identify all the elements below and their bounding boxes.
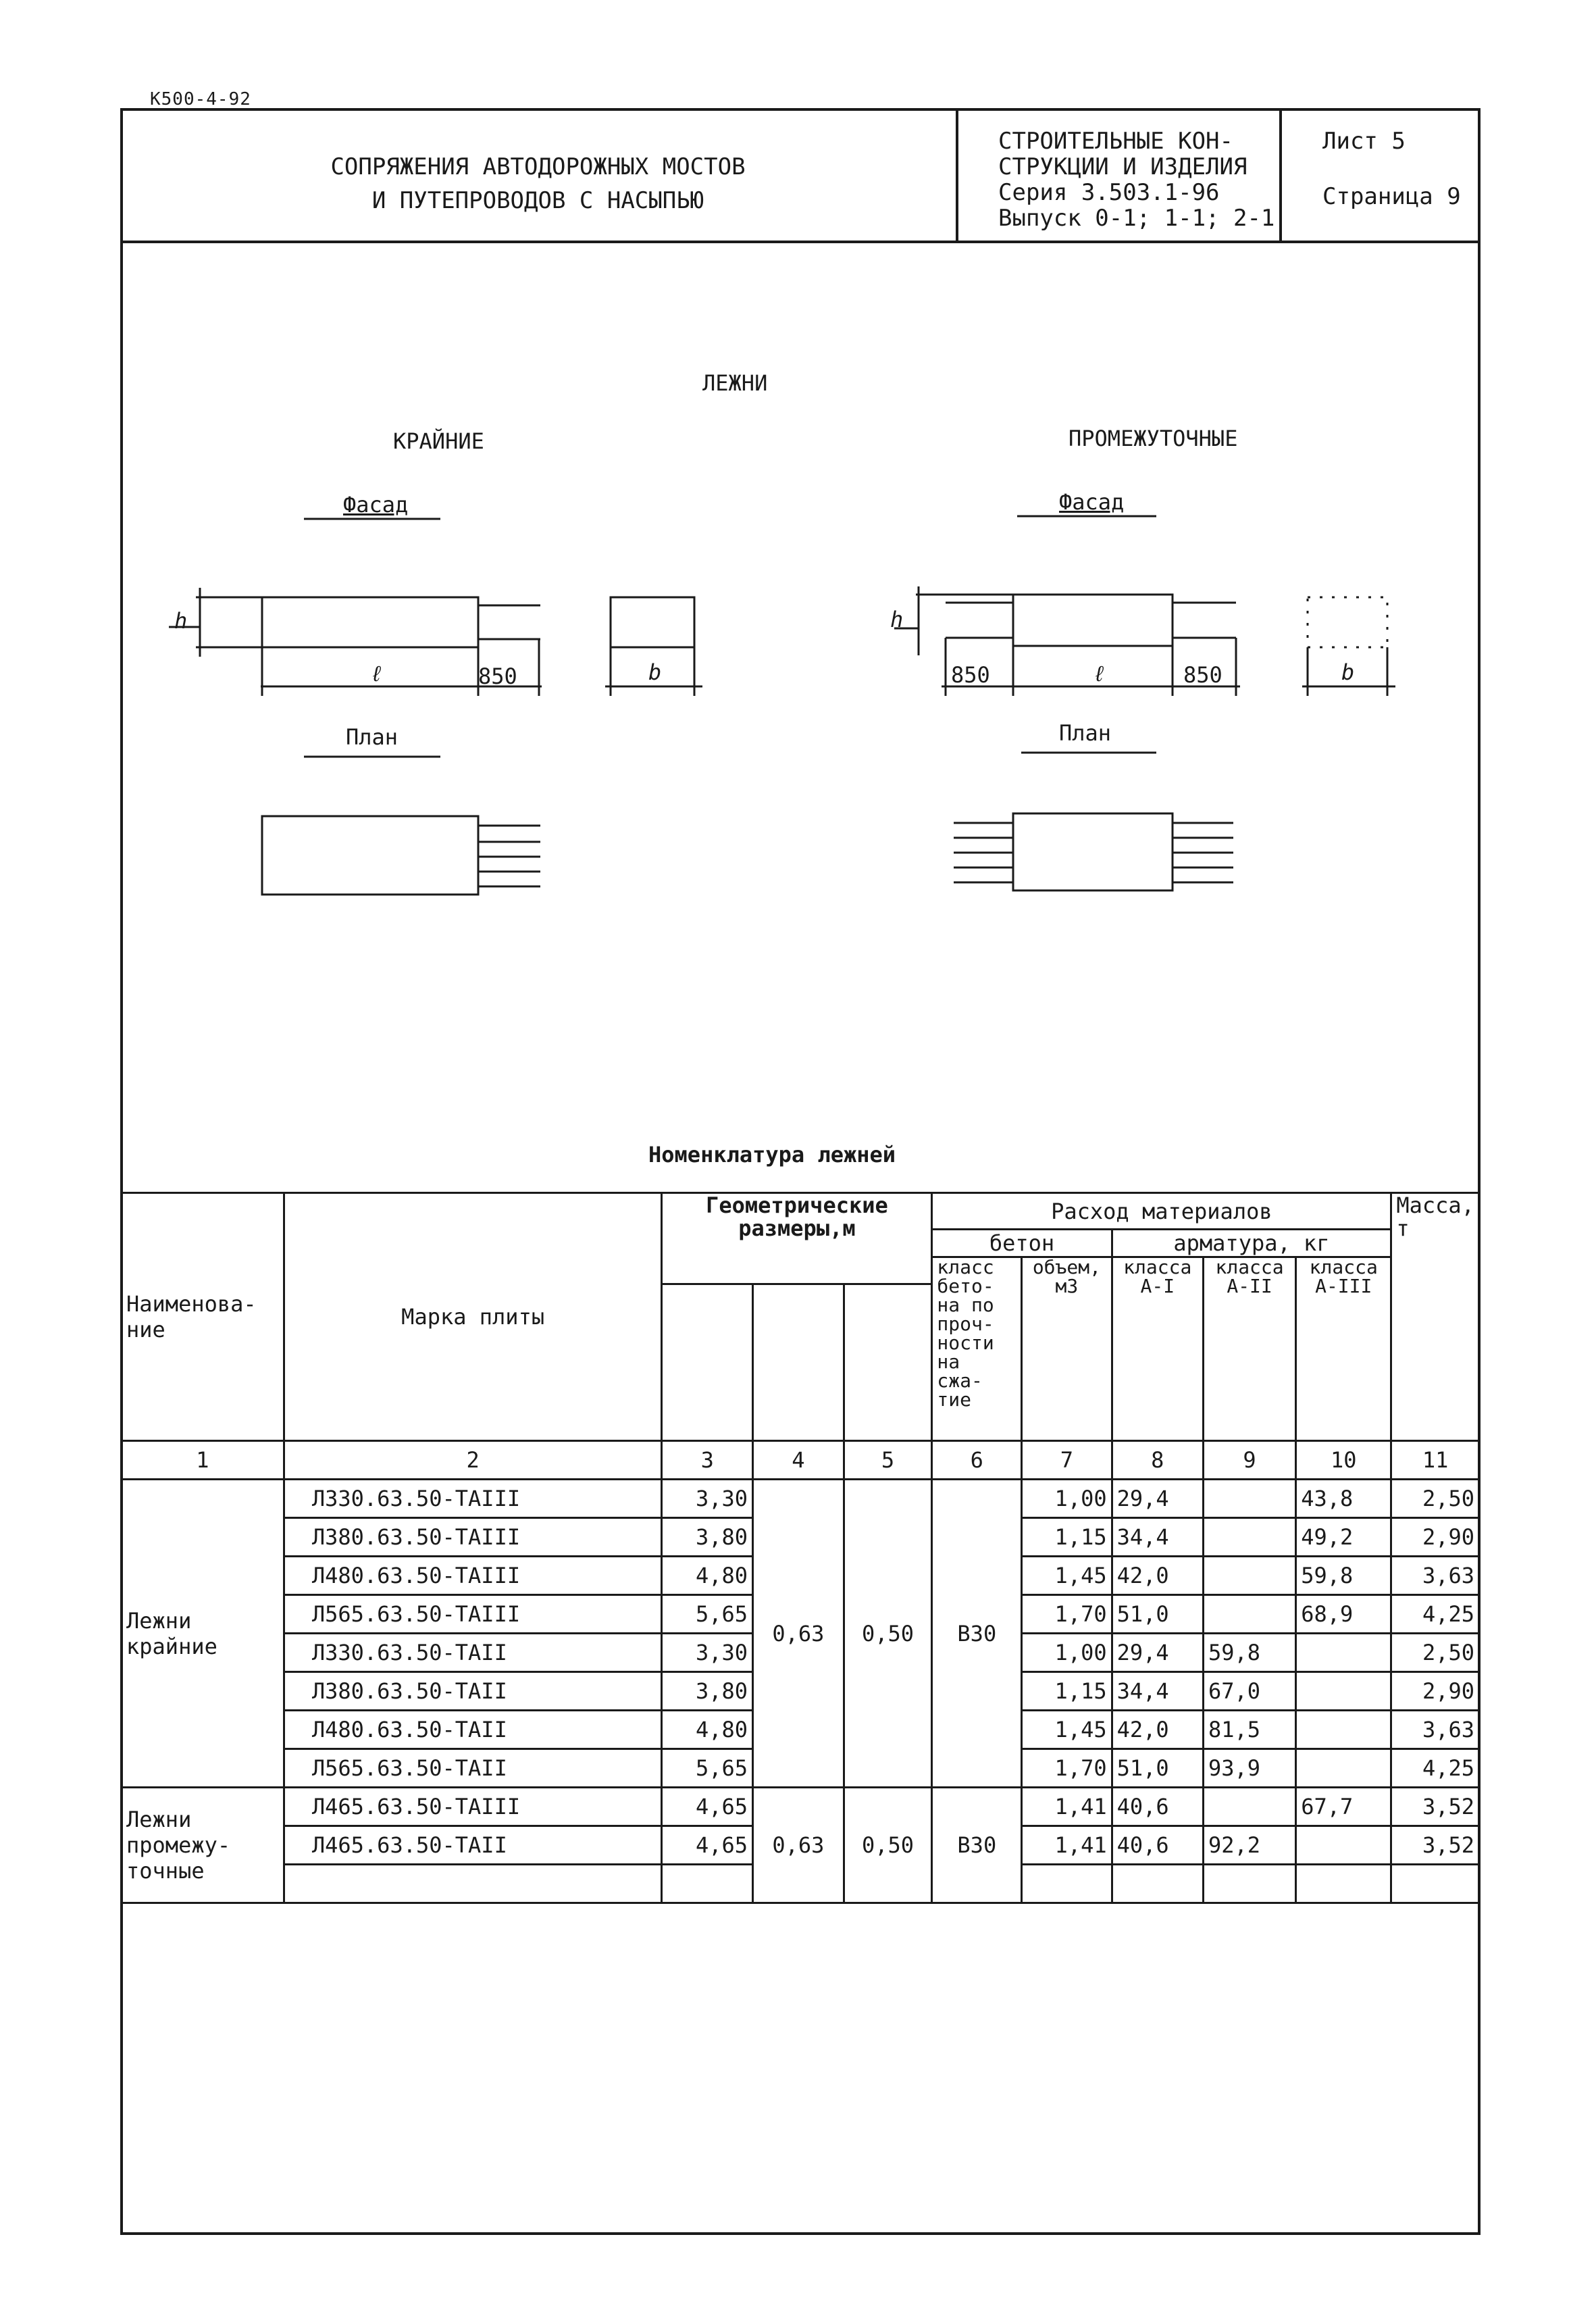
cell-a3 — [1296, 1826, 1391, 1865]
cell-class: В30 — [932, 1480, 1022, 1788]
dim-850-right-a: 850 — [951, 662, 990, 688]
cell-vol: 1,15 — [1022, 1518, 1112, 1557]
cell-a2: 59,8 — [1203, 1634, 1295, 1672]
cell-vol: 1,00 — [1022, 1634, 1112, 1672]
facade-right-label: Фасад — [1059, 489, 1125, 515]
cell-a3: 43,8 — [1296, 1480, 1391, 1518]
facade-right-drawing — [894, 586, 1395, 696]
cell-m: 4,25 — [1391, 1749, 1480, 1788]
dim-850-left: 850 — [478, 663, 517, 689]
cell-m: 2,50 — [1391, 1480, 1480, 1518]
cell-h: 0,50 — [844, 1480, 932, 1788]
group-edge: Лежни крайние — [122, 1480, 284, 1788]
cell-m: 3,52 — [1391, 1826, 1480, 1865]
cell-a1: 40,6 — [1112, 1826, 1203, 1865]
cell-a3: 59,8 — [1296, 1557, 1391, 1595]
cell-mark: Л330.63.50-ТАII — [284, 1634, 662, 1672]
cell-a3: 49,2 — [1296, 1518, 1391, 1557]
cell-a2: 92,2 — [1203, 1826, 1295, 1865]
plan-left-label: План — [346, 724, 398, 750]
plan-right-drawing — [954, 813, 1233, 890]
cell-vol: 1,00 — [1022, 1480, 1112, 1518]
cell-a1: 34,4 — [1112, 1672, 1203, 1711]
table-caption: Номенклатура лежней — [648, 1142, 896, 1167]
cell-a1: 42,0 — [1112, 1557, 1203, 1595]
column-numbers-row: 1 2 3 4 5 6 7 8 9 10 11 — [122, 1441, 1480, 1480]
cell-m: 2,90 — [1391, 1518, 1480, 1557]
plan-left-drawing — [262, 816, 540, 895]
sheet-number: Лист 5 — [1322, 128, 1406, 155]
document-title: СОПРЯЖЕНИЯ АВТОДОРОЖНЫХ МОСТОВ И ПУТЕПРОВОДОВ С НАСЫПЬЮ — [330, 153, 746, 214]
cell-a1: 34,4 — [1112, 1518, 1203, 1557]
series-info: СТРОИТЕЛЬНЫЕ КОН- СТРУКЦИИ И ИЗДЕЛИЯ Серия 3.503.1-96 Выпуск 0-1; 1-1; 2-1 — [998, 128, 1275, 232]
dim-b-right: b — [1341, 659, 1355, 685]
cell-w: 0,63 — [753, 1788, 844, 1903]
facade-left-label: Фасад — [343, 492, 409, 518]
cell-a3 — [1296, 1749, 1391, 1788]
header-consumption: Расход материалов — [932, 1193, 1391, 1230]
header-a2: класса А-II — [1203, 1257, 1295, 1441]
cell-m: 2,90 — [1391, 1672, 1480, 1711]
cell-a2 — [1203, 1480, 1295, 1518]
cell-h: 0,50 — [844, 1788, 932, 1903]
header-geometry: Геометрические размеры,м — [662, 1193, 932, 1284]
dim-h-right: h — [890, 607, 904, 632]
drawing-title: ЛЕЖНИ — [702, 370, 768, 396]
cell-a3: 68,9 — [1296, 1595, 1391, 1634]
cell-a1: 29,4 — [1112, 1634, 1203, 1672]
cell-a1: 51,0 — [1112, 1595, 1203, 1634]
cell-vol: 1,70 — [1022, 1749, 1112, 1788]
facade-left-drawing — [169, 588, 702, 696]
cell-vol: 1,15 — [1022, 1672, 1112, 1711]
header-col3 — [662, 1284, 753, 1441]
cell-length: 5,65 — [662, 1749, 753, 1788]
cell-class: В30 — [932, 1788, 1022, 1903]
header-col4 — [753, 1284, 844, 1441]
header-mass: Масса, т — [1391, 1193, 1480, 1441]
cell-mark: Л480.63.50-ТАIII — [284, 1557, 662, 1595]
cell-length: 3,80 — [662, 1672, 753, 1711]
header-a1: класса А-I — [1112, 1257, 1203, 1441]
header-a3: класса А-III — [1296, 1257, 1391, 1441]
cell-vol: 1,45 — [1022, 1557, 1112, 1595]
cell-a3 — [1296, 1672, 1391, 1711]
page-number: Страница 9 — [1322, 183, 1461, 210]
cell-a3: 67,7 — [1296, 1788, 1391, 1826]
table-row — [122, 1788, 1480, 1826]
table-row — [122, 1480, 1480, 1518]
header-name: Наименова- ние — [122, 1193, 284, 1441]
dim-l-right: ℓ — [1093, 661, 1106, 686]
header-reinforcement: арматура, кг — [1112, 1230, 1391, 1257]
cell-m: 3,63 — [1391, 1711, 1480, 1749]
cell-a2: 93,9 — [1203, 1749, 1295, 1788]
cell-mark: Л565.63.50-ТАII — [284, 1749, 662, 1788]
cell-a1: 51,0 — [1112, 1749, 1203, 1788]
document-code: К500-4-92 — [150, 89, 251, 109]
plan-right-label: План — [1059, 720, 1112, 746]
right-title: ПРОМЕЖУТОЧНЫЕ — [1069, 426, 1238, 451]
cell-a2: 81,5 — [1203, 1711, 1295, 1749]
cell-m: 3,63 — [1391, 1557, 1480, 1595]
header-col5 — [844, 1284, 932, 1441]
cell-a1: 40,6 — [1112, 1788, 1203, 1826]
cell-vol: 1,45 — [1022, 1711, 1112, 1749]
cell-a2 — [1203, 1595, 1295, 1634]
cell-vol: 1,41 — [1022, 1788, 1112, 1826]
cell-mark: Л480.63.50-ТАII — [284, 1711, 662, 1749]
cell-a2 — [1203, 1788, 1295, 1826]
cell-length: 4,65 — [662, 1788, 753, 1826]
cell-a2 — [1203, 1518, 1295, 1557]
cell-m: 2,50 — [1391, 1634, 1480, 1672]
dim-850-right-b: 850 — [1183, 662, 1222, 688]
cell-w: 0,63 — [753, 1480, 844, 1788]
nomenclature-table — [120, 1192, 1481, 1904]
cell-m: 3,52 — [1391, 1788, 1480, 1826]
cell-length: 3,30 — [662, 1634, 753, 1672]
cell-m: 4,25 — [1391, 1595, 1480, 1634]
cell-a3 — [1296, 1634, 1391, 1672]
header-concrete: бетон — [932, 1230, 1112, 1257]
cell-mark: Л380.63.50-ТАIII — [284, 1518, 662, 1557]
dim-b-left: b — [648, 659, 662, 685]
cell-a1: 29,4 — [1112, 1480, 1203, 1518]
cell-length: 3,80 — [662, 1518, 753, 1557]
cell-a3 — [1296, 1711, 1391, 1749]
header-mark: Марка плиты — [284, 1193, 662, 1441]
cell-a2 — [1203, 1557, 1295, 1595]
cell-length: 4,65 — [662, 1826, 753, 1865]
cell-length: 4,80 — [662, 1711, 753, 1749]
cell-mark: Л565.63.50-ТАIII — [284, 1595, 662, 1634]
header-volume: объем, м3 — [1022, 1257, 1112, 1441]
cell-a2: 67,0 — [1203, 1672, 1295, 1711]
dim-l-left: ℓ — [370, 661, 384, 686]
cell-mark: Л465.63.50-ТАIII — [284, 1788, 662, 1826]
cell-vol: 1,70 — [1022, 1595, 1112, 1634]
cell-vol: 1,41 — [1022, 1826, 1112, 1865]
cell-a1: 42,0 — [1112, 1711, 1203, 1749]
cell-length: 3,30 — [662, 1480, 753, 1518]
dim-h-left: h — [174, 608, 188, 634]
group-intermediate: Лежни промежу- точные — [122, 1788, 284, 1903]
cell-length: 5,65 — [662, 1595, 753, 1634]
cell-length: 4,80 — [662, 1557, 753, 1595]
left-title: КРАЙНИЕ — [393, 428, 484, 454]
cell-mark: Л330.63.50-ТАIII — [284, 1480, 662, 1518]
cell-mark: Л380.63.50-ТАII — [284, 1672, 662, 1711]
cell-mark: Л465.63.50-ТАII — [284, 1826, 662, 1865]
header-concrete-class: класс бето- на по проч- ности на сжа- тие — [932, 1257, 1022, 1441]
